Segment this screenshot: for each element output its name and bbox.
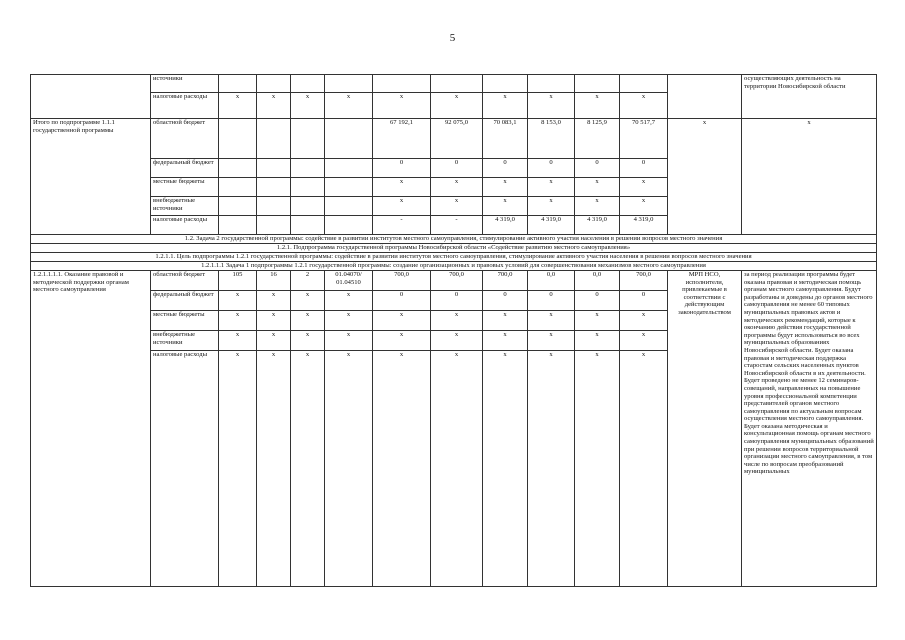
source-cell: внебюджетные источники — [151, 331, 219, 351]
value-cell: 01.04070/ 01.04510 — [325, 271, 373, 291]
value-cell: x — [483, 93, 528, 119]
value-cell: 92 075,0 — [431, 119, 483, 159]
value-cell: 70 083,1 — [483, 119, 528, 159]
source-cell: источники — [151, 75, 219, 93]
event-label: 1.2.1.1.1.1. Оказание правовой и методической поддержки органам местного самоуправления — [31, 271, 151, 587]
source-cell: областной бюджет — [151, 119, 219, 159]
value-cell: x — [483, 331, 528, 351]
value-cell: x — [373, 93, 431, 119]
value-cell: 8 125,9 — [575, 119, 620, 159]
value-cell: x — [325, 331, 373, 351]
value-cell: x — [528, 197, 575, 216]
value-cell: 0 — [431, 159, 483, 178]
value-cell: x — [575, 331, 620, 351]
value-cell: x — [431, 93, 483, 119]
value-cell: 0 — [373, 291, 431, 311]
value-cell: x — [575, 178, 620, 197]
value-cell: x — [257, 351, 291, 587]
page-number: 5 — [449, 32, 456, 44]
value-cell: x — [431, 197, 483, 216]
value-cell: - — [431, 216, 483, 235]
value-cell: x — [431, 311, 483, 331]
value-cell: x — [575, 197, 620, 216]
value-cell: 8 153,0 — [528, 119, 575, 159]
value-cell: x — [431, 331, 483, 351]
value-cell: x — [291, 331, 325, 351]
value-cell: 2 — [291, 271, 325, 291]
value-cell: x — [325, 311, 373, 331]
value-cell: x — [257, 291, 291, 311]
source-cell: местные бюджеты — [151, 178, 219, 197]
value-cell: 700,0 — [373, 271, 431, 291]
value-cell: x — [620, 311, 668, 331]
value-cell: x — [528, 351, 575, 587]
source-cell: налоговые расходы — [151, 216, 219, 235]
source-cell: налоговые расходы — [151, 351, 219, 587]
value-cell: 700,0 — [620, 271, 668, 291]
value-cell: x — [257, 331, 291, 351]
value-cell: 0 — [373, 159, 431, 178]
value-cell: x — [620, 93, 668, 119]
value-cell: x — [483, 197, 528, 216]
source-cell: федеральный бюджет — [151, 291, 219, 311]
value-cell: 16 — [257, 271, 291, 291]
value-cell: 0 — [431, 291, 483, 311]
value-cell: x — [291, 291, 325, 311]
section-header: 1.2. Задача 2 государственной программы: содействие в развитии институтов местного самоуправления, стимулирование активного участия населения в решении вопросов местного значения — [31, 235, 877, 244]
value-cell: 0,0 — [575, 271, 620, 291]
value-cell: 70 517,7 — [620, 119, 668, 159]
source-cell: местные бюджеты — [151, 311, 219, 331]
value-cell: 4 319,0 — [528, 216, 575, 235]
value-cell: x — [257, 93, 291, 119]
value-cell: 0 — [575, 159, 620, 178]
result-cell: за период реализации программы будет оказана правовая и методическая помощь органам местного самоуправления. Будут разработаны и доведены до органов местного самоуправления не менее 60 типовых муниципальных правовых актов и методических рекомендаций, которые к окончанию действия государственной программы будут использоваться во всех муниципальных образованиях Новосибирской области. Будет оказана правовая и методическая поддержка старостам сельских населенных пунктов Новосибирской области в их деятельности. Будет проведено не менее 12 семинаров-совещаний, направленных на повышение уровня профессиональной компетенции представителей органов местного самоуправления по актуальным вопросам осуществления местного самоуправления. Будет оказана методическая и консультационная помощь органам местного самоуправления муниципальных образований при решении вопросов территориальной организации местного самоуправления, в том числе по вопросам преобразований муниципальных — [742, 271, 877, 587]
value-cell: 105 — [219, 271, 257, 291]
value-cell: x — [325, 291, 373, 311]
value-cell: - — [373, 216, 431, 235]
source-cell: федеральный бюджет — [151, 159, 219, 178]
value-cell: x — [483, 351, 528, 587]
value-cell: 4 319,0 — [620, 216, 668, 235]
value-cell: x — [620, 178, 668, 197]
source-cell: областной бюджет — [151, 271, 219, 291]
value-cell: 4 319,0 — [575, 216, 620, 235]
value-cell: x — [528, 311, 575, 331]
value-cell: x — [620, 197, 668, 216]
value-cell: x — [291, 93, 325, 119]
value-cell: x — [373, 311, 431, 331]
value-cell: x — [483, 311, 528, 331]
value-cell: x — [373, 351, 431, 587]
value-cell: 0 — [528, 159, 575, 178]
value-cell: 0 — [528, 291, 575, 311]
value-cell: 0 — [483, 291, 528, 311]
value-cell: x — [219, 291, 257, 311]
value-cell: x — [620, 331, 668, 351]
value-cell: x — [219, 351, 257, 587]
executor-cell: x — [668, 119, 742, 235]
section-header: 1.2.1.1.1 Задача 1 подпрограммы 1.2.1 государственной программы: создание организационных и правовых условий для совершенствования механизмов местного самоуправления — [31, 262, 877, 271]
value-cell: x — [528, 93, 575, 119]
value-cell: 0 — [575, 291, 620, 311]
table-row — [31, 119, 877, 159]
table-row — [31, 75, 877, 93]
value-cell: x — [575, 311, 620, 331]
label-cell — [31, 75, 151, 119]
value-cell: x — [620, 351, 668, 587]
note-cell: осуществляющих деятельность на территории Новосибирской области — [742, 75, 877, 119]
value-cell: x — [528, 331, 575, 351]
source-cell: налоговые расходы — [151, 93, 219, 119]
value-cell: 700,0 — [483, 271, 528, 291]
executor-cell: МРП НСО, исполнители, привлекаемые в соответствии с действующим законодательством — [668, 271, 742, 587]
value-cell: x — [373, 197, 431, 216]
value-cell: x — [219, 331, 257, 351]
table-row — [31, 271, 877, 291]
section-header: 1.2.1.1. Цель подпрограммы 1.2.1 государственной программы: содействие в развитии институтов местного самоуправления, стимулирование активного участия населения в решении вопросов местного значения — [31, 253, 877, 262]
value-cell: x — [291, 351, 325, 587]
value-cell: x — [219, 311, 257, 331]
value-cell: x — [431, 351, 483, 587]
value-cell: x — [325, 351, 373, 587]
value-cell: x — [483, 178, 528, 197]
value-cell: x — [373, 331, 431, 351]
value-cell: x — [291, 311, 325, 331]
value-cell: 67 192,1 — [373, 119, 431, 159]
value-cell: x — [575, 351, 620, 587]
value-cell: x — [219, 93, 257, 119]
note-cell: x — [742, 119, 877, 235]
value-cell: 0 — [483, 159, 528, 178]
value-cell: x — [528, 178, 575, 197]
value-cell: x — [257, 311, 291, 331]
value-cell: x — [325, 93, 373, 119]
value-cell: x — [373, 178, 431, 197]
value-cell: 0 — [620, 291, 668, 311]
program-table — [30, 74, 877, 587]
value-cell: 700,0 — [431, 271, 483, 291]
total-label: Итого по подпрограмме 1.1.1 государственной программы — [31, 119, 151, 235]
section-header: 1.2.1. Подпрограмма государственной программы Новосибирской области «Содействие развитию местного самоуправления» — [31, 244, 877, 253]
value-cell: 0 — [620, 159, 668, 178]
value-cell: x — [431, 178, 483, 197]
source-cell: внебюджетные источники — [151, 197, 219, 216]
value-cell: x — [575, 93, 620, 119]
value-cell: 4 319,0 — [483, 216, 528, 235]
value-cell: 0,0 — [528, 271, 575, 291]
